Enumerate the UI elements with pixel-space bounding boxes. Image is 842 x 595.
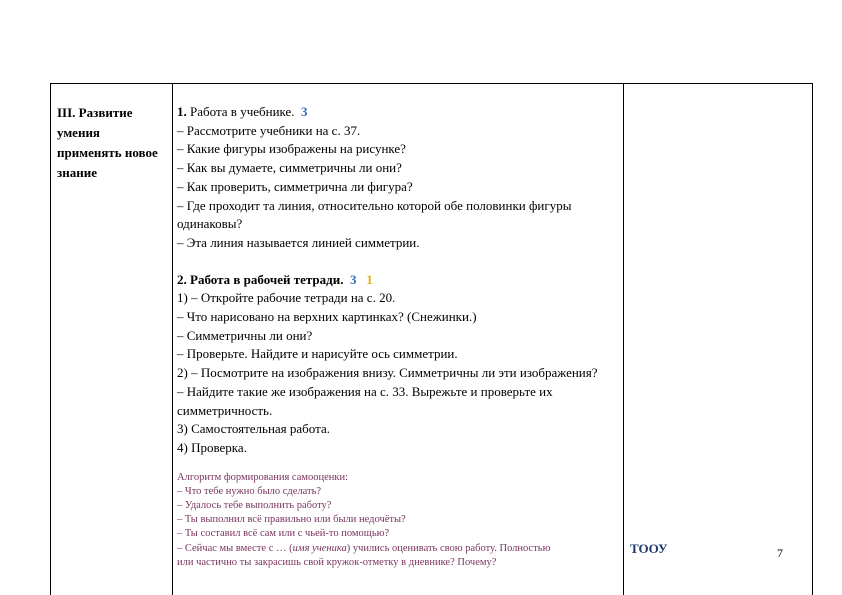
task1-line: – Эта линия называется линией симметрии. xyxy=(177,234,420,250)
task1-line: – Рассмотрите учебники на с. 37. xyxy=(177,122,361,138)
task2-line: 3) Самостоятельная работа. xyxy=(177,421,330,437)
self-assessment-question: – Ты выполнил всё правильно или были недочёты? xyxy=(177,514,406,526)
table-border-left xyxy=(50,83,51,595)
task1-line: – Какие фигуры изображены на рисунке? xyxy=(177,141,406,157)
stage-title: III. Развитие умения применять новое знание xyxy=(57,105,158,180)
self-assessment-heading: Алгоритм формирования самооценки: xyxy=(177,471,349,483)
task2-line: – Что нарисовано на верхних картинках? (Снежинки.) xyxy=(177,309,477,325)
task1-line: одинаковы? xyxy=(177,216,243,232)
task2-line: – Проверьте. Найдите и нарисуйте ось симметрии. xyxy=(177,346,458,362)
column-divider-1 xyxy=(172,83,173,595)
aux-label: ТООУ xyxy=(630,541,668,556)
table-border-right xyxy=(812,83,813,595)
task1-heading: 1. Работа в учебнике. 3 xyxy=(177,104,308,119)
table-border-top xyxy=(50,83,813,84)
task2-level-badge-yellow: 1 xyxy=(366,271,373,287)
task1-level-badge: 3 xyxy=(301,104,308,119)
self-assessment-question: или частично ты закрасишь свой кружок-отметку в дневнике? Почему? xyxy=(177,556,497,568)
task2-line: – Найдите такие же изображения на с. 33. Вырежьте и проверьте их xyxy=(177,383,553,399)
task2-line: симметричность. xyxy=(177,402,273,418)
task2-heading: 2. Работа в рабочей тетради. 3 1 xyxy=(177,271,373,287)
page-number: 7 xyxy=(777,546,783,560)
task2-line: 2) – Посмотрите на изображения внизу. Симметричны ли эти изображения? xyxy=(177,365,598,381)
task1-line: – Как вы думаете, симметричны ли они? xyxy=(177,160,402,176)
self-assessment-question: – Что тебе нужно было сделать? xyxy=(177,485,322,497)
task2-level-badge-blue: 3 xyxy=(349,271,357,287)
self-assessment-question: – Удалось тебе выполнить работу? xyxy=(177,500,332,512)
self-assessment-question: – Сейчас мы вместе с … (имя ученика) учились оценивать свою работу. Полностью xyxy=(177,542,551,554)
column-divider-2 xyxy=(623,83,624,595)
task2-line: 4) Проверка. xyxy=(177,439,247,455)
task1-line: – Где проходит та линия, относительно которой обе половинки фигуры xyxy=(177,197,572,213)
self-assessment-question: – Ты составил всё сам или с чьей-то помощью? xyxy=(177,528,390,540)
task2-line: – Симметричны ли они? xyxy=(177,327,313,343)
activity-content xyxy=(177,103,622,570)
task1-line: – Как проверить, симметрична ли фигура? xyxy=(177,178,413,194)
task2-line: 1) – Откройте рабочие тетради на с. 20. xyxy=(177,290,396,306)
